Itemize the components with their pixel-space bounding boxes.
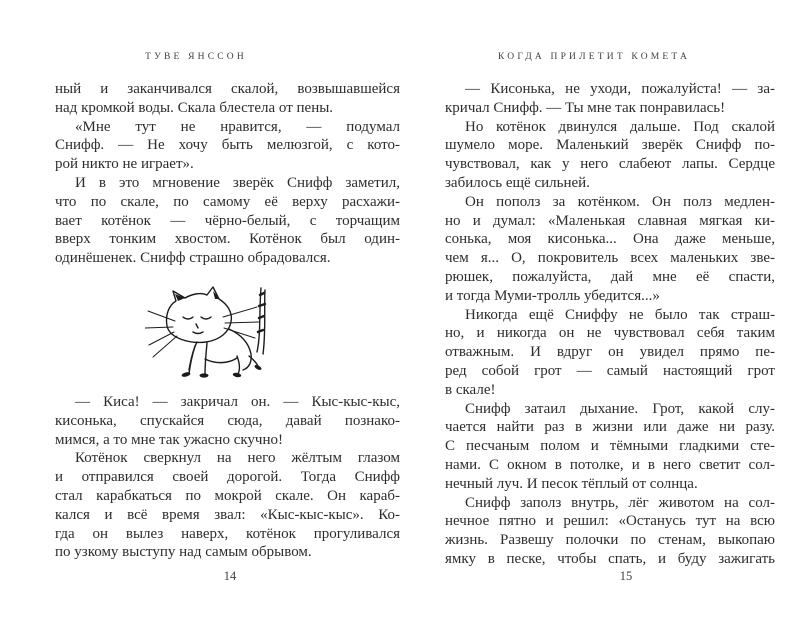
text-line: Никогда ещё Сниффу не было так страш- (465, 306, 775, 323)
text-line: кричал Снифф. — Ты мне так понравилась! (445, 99, 726, 116)
text-line: вверх тонким хвостом. Котёнок был один- (55, 231, 400, 248)
text-line: мимся, а то мне так ужасно скучно! (55, 431, 284, 448)
text-line: Он пополз за котёнком. Он полз медлен- (465, 193, 775, 210)
text-line: но и думал: «Маленькая славная мягкая ки- (445, 212, 775, 229)
text-block-lower (55, 393, 400, 562)
text-line: по узкому выступу над самым обрывом. (55, 544, 312, 561)
text-line: стал карабкаться по мокрой скале. Он караб- (55, 487, 400, 504)
text-line: кисонька, спускайся сюда, давай познако- (55, 412, 400, 429)
text-line: Снифф. — Не хочу быть мелюзгой, с кото- (55, 137, 400, 154)
text-line: сонька, моя кисонька... Она даже меньше, (445, 231, 775, 248)
text-line: и тогда Муми-тролль убедится...» (445, 287, 660, 304)
text-line: отважным. И вдруг он увидел прямо пе- (445, 344, 775, 361)
text-line: вает котёнок — чёрно-белый, с торчащим (55, 212, 400, 229)
text-line: Но котёнок двинулся дальше. Под скалой (465, 118, 775, 135)
running-head-title: КОГДА ПРИЛЕТИТ КОМЕТА (497, 52, 691, 62)
text-line: шумело море. Маленький зверёк Снифф по- (445, 137, 775, 154)
text-line: Котёнок сверкнул на него жёлтым глазом (75, 450, 400, 467)
text-line: над кромкой воды. Скала блестела от пены. (55, 99, 334, 116)
text-block-upper (55, 80, 400, 268)
text-line: Снифф затаил дыхание. Грот, какой слу- (465, 400, 775, 417)
page-right (420, 0, 800, 634)
text-line: И в это мгновение зверёк Снифф заметил, (75, 174, 400, 191)
page-number-right: 15 (619, 569, 633, 583)
text-line: жизнь. Развешу полочки по стенам, выкопаю (445, 532, 775, 549)
text-line: С песчаным полом и тёмными гладкими сте- (445, 438, 775, 455)
text-line: но, и никогда он не чувствовал себя таким (445, 325, 775, 342)
kitten-illustration (145, 284, 280, 382)
text-line: ред собой грот — самый настоящий грот (445, 362, 775, 379)
text-line: Снифф заполз внутрь, лёг животом на сол- (465, 494, 775, 511)
text-line: ямку в песке, чтобы спать, и буду зажигать (445, 550, 775, 567)
text-block-right (445, 80, 775, 569)
text-line: кался и всё время звал: «Кыс-кыс-кыс». Ко- (55, 506, 400, 523)
text-line: ный и заканчивался скалой, возвышавшейся (55, 81, 400, 97)
running-head-author: ТУВЕ ЯНССОН (145, 52, 247, 62)
text-line: одинёшенек. Снифф страшно обрадовался. (55, 250, 331, 267)
text-line: и отправился своей дорогой. Тогда Снифф (55, 469, 400, 486)
text-line: чается найти раз в жизни или даже ни разу. (445, 419, 775, 436)
text-line: — Киса! — закричал он. — Кыс-кыс-кыс, (75, 394, 400, 410)
text-line: в скале! (445, 381, 496, 398)
text-line: гда он вылез наверх, котёнок прогуливался (55, 525, 400, 542)
text-line: что по скале, по самому её верху расхажи- (55, 193, 400, 210)
text-line: чувствовал, как у него слабеют лапы. Сердце (445, 156, 775, 173)
text-line: — Кисонька, не уходи, пожалуйста! — за- (465, 81, 775, 97)
kitten-sketch-svg (145, 284, 280, 382)
text-line: рой никто не играет». (55, 156, 194, 173)
text-line: рюшек, пожалуйста, дай мне её спасти, (445, 268, 775, 285)
text-line: «Мне тут не нравится, — подумал (75, 118, 400, 135)
text-line: нечное пятно и решил: «Останусь тут на всю (445, 513, 775, 530)
text-line: нами. С окном в потолке, и в него светит сол- (445, 456, 775, 473)
page-number-left: 14 (223, 569, 237, 583)
text-line: нечный луч. И песок тёплый от солнца. (445, 475, 698, 492)
text-line: чем я... О, покровитель всех маленьких зве- (445, 250, 775, 267)
text-line: забилось ещё сильней. (445, 174, 590, 191)
